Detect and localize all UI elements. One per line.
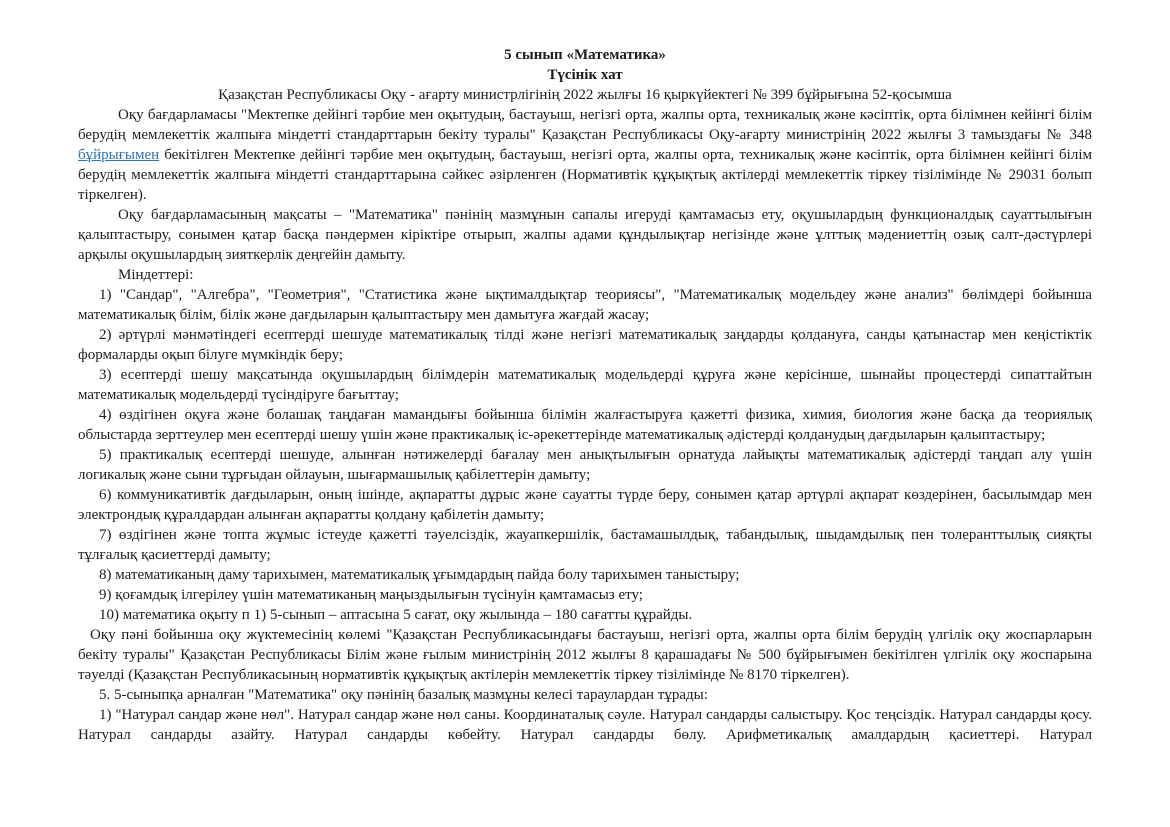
order-348-link[interactable]: бұйрығымен <box>78 147 160 163</box>
order-reference-line: Қазақстан Республикасы Оқу - ағарту министрлігінің 2022 жылғы 16 қыркүйектегі № 399 бұйрығына 52-қосымша <box>218 87 952 103</box>
intro-text-after-link: бекітілген Мектепке дейінгі тәрбие мен оқытудың, бастауыш, негізгі орта, жалпы орта, техникалық және кәсіптік, орта білімнен кейінгі білім берудің мемлекеттік жалпыға міндетті стандарттарына сәйкес әзірленген (Нормативтік құқықтық актілерді мемлекеттік тіркеу тізілімінде № 29031 болып тіркелген). <box>78 147 1092 203</box>
objective-item-4: 4) өздігінен оқуға және болашақ таңдаған мамандығы бойынша білімін жалғастыруға қажетті физика, химия, биология және басқа да теориялық облыстарда зерттеулер мен есептерді шешу үшін және практикалық іс-әрекеттерінде математикалық әдістерді қолданудың дағдыларын қалыптастыру; <box>78 407 1092 443</box>
objectives-label: Міндеттері: <box>118 267 194 283</box>
content-item-natural-numbers: 1) "Натурал сандар және нөл". Натурал сандар және нөл саны. Координаталық сәуле. Натурал сандарды салыстыру. Қос теңсіздік. Натурал сандарды қосу. Натурал сандарды азайту. Натурал сандарды көбейту. Натурал сандарды бөлу. Арифметикалық амалдардың қасиеттері. Натурал <box>78 707 1092 743</box>
objective-item-10: 10) математика оқыту п 1) 5-сынып – аптасына 5 сағат, оқу жылында – 180 сағатты құрайды. <box>99 607 693 623</box>
paragraph-content-intro: 5. 5-сыныпқа арналған "Математика" оқу пәнінің базалық мазмұны келесі тараулардан тұрады: <box>99 687 708 703</box>
objective-item-8: 8) математиканың даму тарихымен, математикалық ұғымдардың пайда болу тарихымен таныстыру; <box>99 567 740 583</box>
objective-item-3: 3) есептерді шешу мақсатында оқушылардың білімдерін математикалық модельдерді құруға және керісінше, шынайы процестерді сипаттайтын математикалық модельдерді түсіндіруге бағыттау; <box>78 367 1092 403</box>
objective-item-1: 1) "Сандар", "Алгебра", "Геометрия", "Статистика және ықтималдықтар теориясы", "Математикалық модельдеу және анализ" бөлімдері бойынша математикалық білім, білік және дағдыларын қалыптастыру мен дамытуға жағдай жасау; <box>78 287 1092 323</box>
objective-item-6: 6) коммуникативтік дағдыларын, оның ішінде, ақпаратты дұрыс және сауатты түрде беру, сонымен қатар әртүрлі ақпарат көздерінен, басылымдар мен электрондық құралдардан алынған ақпаратты қолдану қабілетін дамыту; <box>78 487 1092 523</box>
document-subtitle: Түсінік хат <box>547 67 623 83</box>
objective-item-7: 7) өздігінен және топта жұмыс істеуде қажетті тәуелсіздік, жауапкершілік, бастамашылдық, табандылық, шыдамдылық пен толеранттылық сияқты тұлғалық қасиеттерді дамыту; <box>78 527 1092 563</box>
objective-item-5: 5) практикалық есептерді шешуде, алынған нәтижелерді бағалау мен анықтылығын орнатуда лайықты математикалық әдістерді таңдап алу үшін логикалық және сыни тұрғыдан ойлауын, шығармашылық қабілеттерін дамыту; <box>78 447 1092 483</box>
intro-text-before-link: Оқу бағдарламасы "Мектепке дейінгі тәрбие мен оқытудың, бастауыш, негізгі орта, жалпы орта, техникалық және кәсіптік, орта білімнен кейінгі білім берудің мемлекеттік жалпыға міндетті стандарттарын бекіту туралы" Қазақстан Республикасы Оқу-ағарту министрінің 2022 жылғы 3 тамыздағы № 348 <box>78 107 1092 143</box>
paragraph-intro <box>78 105 1092 205</box>
paragraph-goal: Оқу бағдарламасының мақсаты – "Математика" пәнінің мазмұнын сапалы игеруді қамтамасыз ету, оқушылардың функционалдық сауаттылығын қалыптастыру, сонымен қатар басқа пәндермен кіріктіре отырып, жалпы адами құндылықтар негізінде және ұлттық мәдениеттің озық салт-дәстүрлері арқылы оқушылардың зияткерлік деңгейін дамыту. <box>78 207 1092 263</box>
document-title: 5 сынып «Математика» <box>504 47 666 63</box>
objective-item-2: 2) әртүрлі мәнмәтіндегі есептерді шешуде математикалық тілді және негізгі математикалық заңдарды қолдануға, санды қатынастар мен кеңістіктік формаларды оқып білуге мүмкіндік беру; <box>78 327 1092 363</box>
paragraph-workload: Оқу пәні бойынша оқу жүктемесінің көлемі "Қазақстан Республикасындағы бастауыш, негізгі орта, жалпы орта білім берудің үлгілік оқу жоспарларын бекіту туралы" Қазақстан Республикасы Білім және ғылым министрінің 2012 жылғы 8 қарашадағы № 500 бұйрығымен бекітілген үлгілік оқу жоспарына тәуелді (Қазақстан Республикасының нормативтік құқықтық актілерін мемлекеттік тіркеу тізілімінде № 8170 тіркелген). <box>78 627 1092 683</box>
objective-item-9: 9) қоғамдық ілгерілеу үшін математиканың маңыздылығын түсінуін қамтамасыз ету; <box>99 587 643 603</box>
